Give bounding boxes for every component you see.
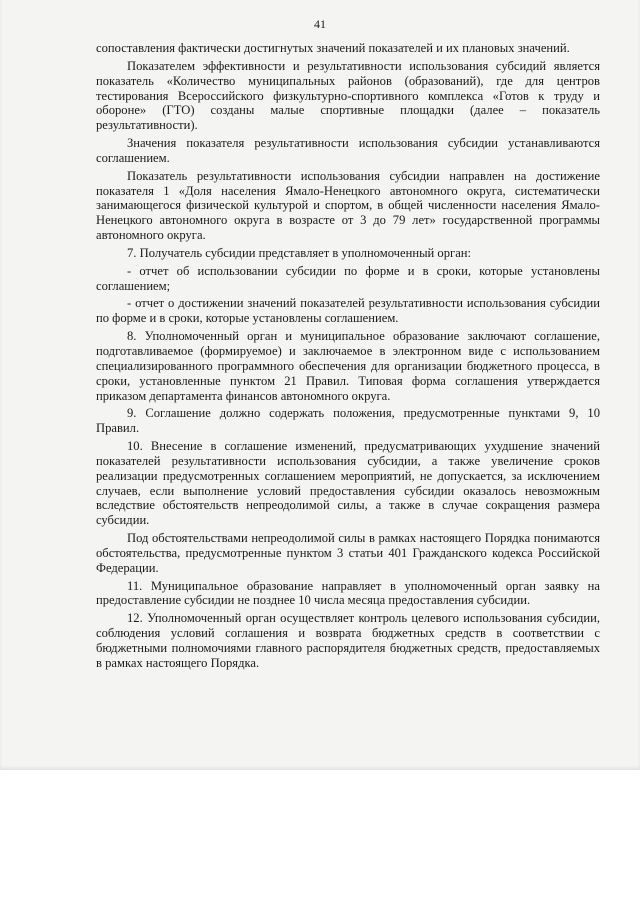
paragraph-item-10: 10. Внесение в соглашение изменений, предусматривающих ухудшение значений показателей результативности использования субсидии, а также увеличение сроков реализации предусмотренных соглашением мероприятий, не допускается, за исключением случаев, если выполнение условий предоставления субсидии оказалось невозможным вследствие обстоятельств непреодолимой силы, а также в случае сокращения размера субсидии. [96, 438, 600, 528]
paragraph-force-majeure: Под обстоятельствами непреодолимой силы в рамках настоящего Порядка понимаются обстоятельства, предусмотренные пунктом 3 статьи 401 Гражданского кодекса Российской Федерации. [96, 531, 600, 575]
paragraph-item-8: 8. Уполномоченный орган и муниципальное образование заключают соглашение, подготавливаемое (формируемое) и заключаемое в электронном виде с использованием специализированного программного обеспечения для организации бюджетного процесса, в сроки, установленные пунктом 21 Правил. Типовая форма соглашения утверждается приказом департамента финансов автономного округа. [96, 328, 600, 403]
paragraph-indicator-target: Показатель результативности использования субсидии направлен на достижение показателя 1 «Доля населения Ямало-Ненецкого автономного округа, систематически занимающегося физической культурой и спортом, в общей численности населения Ямало-Ненецкого автономного округа в возрасте от 3 до 79 лет» государственной программы автономного округа. [96, 168, 600, 243]
paragraph-item-9: 9. Соглашение должно содержать положения, предусмотренные пунктами 9, 10 Правил. [96, 406, 600, 436]
document-body [96, 41, 600, 674]
paragraph-item-7: 7. Получатель субсидии представляет в уполномоченный орган: [127, 245, 472, 260]
paragraph-item-7-bullet-1: - отчет об использовании субсидии по форме и в сроки, которые установлены соглашением; [96, 263, 600, 293]
paragraph-indicator-definition: Показателем эффективности и результативности использования субсидий является показатель «Количество муниципальных районов (образований), где для центров тестирования Всероссийского физкультурно-спортивного комплекса «Готов к труду и обороне» (ГТО) созданы малые спортивные площадки (далее – показатель результативности). [96, 58, 600, 133]
paragraph-item-12: 12. Уполномоченный орган осуществляет контроль целевого использования субсидии, соблюдения условий соглашения и возврата бюджетных средств в соответствии с бюджетными полномочиями главного распорядителя бюджетных средств, предоставляемых в рамках настоящего Порядка. [96, 611, 600, 670]
page-number: 41 [314, 17, 326, 31]
paragraph-item-11: 11. Муниципальное образование направляет в уполномоченный орган заявку на предоставление субсидии не позднее 10 числа месяца предоставления субсидии. [96, 578, 600, 608]
page-margin-bottom [0, 770, 640, 905]
paragraph-indicator-values: Значения показателя результативности использования субсидии устанавливаются соглашением. [96, 136, 600, 165]
paragraph-item-7-bullet-2: - отчет о достижении значений показателей результативности использования субсидии по форме и в сроки, которые установлены соглашением. [96, 296, 600, 326]
paragraph-continuation: сопоставления фактически достигнутых значений показателей и их плановых значений. [96, 41, 570, 55]
